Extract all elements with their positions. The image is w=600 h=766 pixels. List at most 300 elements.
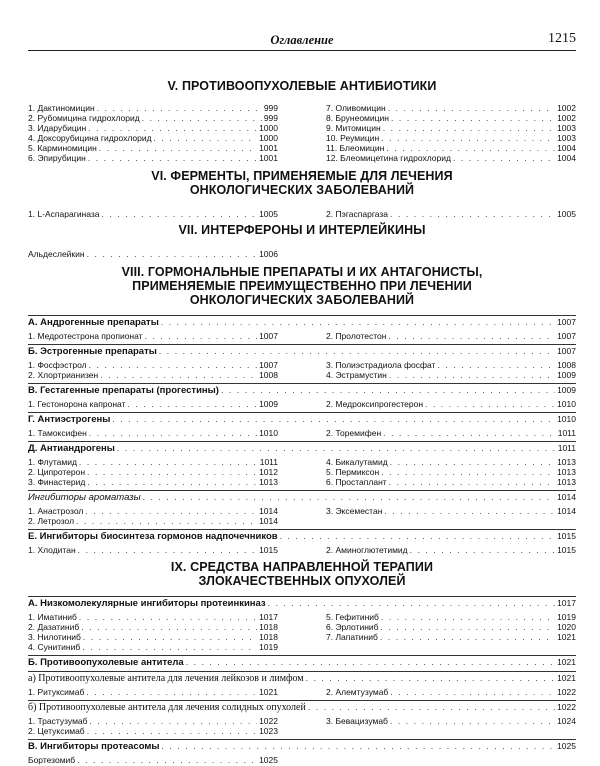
entry-page-number: 1021 [557, 657, 576, 667]
section-viii [28, 265, 576, 556]
entry-page-number: 1013 [259, 477, 278, 487]
right-column [326, 103, 576, 163]
left-column [28, 209, 278, 219]
entry-page-number: 1003 [557, 123, 576, 133]
entry-page-number: 1013 [557, 467, 576, 477]
dot-leader [87, 726, 257, 736]
entry-page-number: 1023 [259, 726, 278, 736]
dot-leader [77, 755, 257, 765]
entry-page-number: 1025 [557, 741, 576, 751]
section-title-line2: ЗЛОКАЧЕСТВЕННЫХ ОПУХОЛЕЙ [198, 574, 406, 588]
entry-label: 1. Хлодитан [28, 545, 76, 555]
toc-entry [28, 209, 278, 219]
entry-label: 2. Хлортрианизен [28, 370, 99, 380]
toc-entry [326, 103, 576, 113]
dot-leader [82, 642, 257, 652]
section-title-line3: ОНКОЛОГИЧЕСКИХ ЗАБОЛЕВАНИЙ [189, 293, 415, 307]
dot-leader [102, 209, 258, 219]
entry-page-number: 1015 [259, 545, 278, 555]
entry-page-number: 1021 [557, 632, 576, 642]
entry-page-number: 1007 [259, 331, 278, 341]
left-column [28, 506, 278, 526]
subsection-kinase-inhibitors [28, 596, 576, 653]
entry-label: 6. Простаплант [326, 477, 387, 487]
entry-label: Б. Эстрогенные препараты [28, 346, 157, 357]
entry-label: 2. Дазатиниб [28, 622, 80, 632]
toc-entry [28, 622, 278, 632]
entry-page-number: 1013 [557, 477, 576, 487]
toc-entry [28, 612, 278, 622]
dot-leader [159, 346, 555, 356]
right-column [326, 506, 576, 526]
toc-entry [28, 249, 278, 259]
dot-leader [127, 399, 257, 409]
subsection-heading [28, 344, 576, 357]
toc-entry [326, 687, 576, 697]
entry-page-number: 1018 [259, 622, 278, 632]
right-column [326, 612, 576, 652]
entry-page-number: 1022 [557, 702, 576, 712]
entry-page-number: 1008 [557, 360, 576, 370]
dot-leader [88, 123, 257, 133]
entry-page-number: 1007 [557, 331, 576, 341]
entry-page-number: 1007 [557, 317, 576, 327]
section-vi [28, 169, 576, 219]
running-title: Оглавление [270, 33, 334, 47]
entry-page-number: 1002 [557, 103, 576, 113]
entry-label: 2. Медроксипрогестерон [326, 399, 424, 409]
dot-leader [87, 477, 257, 487]
toc-entry [326, 123, 576, 133]
subsection-heading [28, 490, 576, 503]
dot-leader [117, 443, 556, 453]
entry-label: 7. Лапатиниб [326, 632, 378, 642]
entry-label: Бортезомиб [28, 755, 76, 765]
dot-leader [410, 545, 555, 555]
entry-page-number: 1007 [557, 346, 576, 356]
dot-leader [381, 467, 555, 477]
entry-page-number: 1010 [259, 428, 278, 438]
subsection-androgens [28, 315, 576, 342]
dot-leader [390, 716, 555, 726]
toc-entry [28, 516, 278, 526]
entry-label: 1. Трастузумаб [28, 716, 88, 726]
entry-page-number: 1011 [259, 457, 278, 467]
entry-label: 4. Доксорубицина гидрохлорид [28, 133, 152, 143]
entry-page-number: 1022 [259, 716, 278, 726]
subsection-heading [28, 596, 576, 609]
entry-label: а) Противоопухолевые антитела для лечения лейкозов и лимфом [28, 673, 304, 684]
section-ix [28, 560, 576, 766]
dot-leader [308, 702, 555, 712]
left-column [28, 687, 278, 697]
section-title: VII. ИНТЕРФЕРОНЫ И ИНТЕРЛЕЙКИНЫ [178, 223, 426, 237]
section-title-line2: ПРИМЕНЯЕМЫЕ ПРЕИМУЩЕСТВЕННО ПРИ ЛЕЧЕНИИ [132, 279, 472, 293]
toc-entry [326, 632, 576, 642]
entry-page-number: 1005 [259, 209, 278, 219]
left-column [28, 399, 278, 409]
entry-label: 6. Эрлотиниб [326, 622, 379, 632]
entry-page-number: 1017 [557, 598, 576, 608]
entry-label: 2. Алемтузумаб [326, 687, 389, 697]
subsection-heading [28, 441, 576, 454]
toc-entry [326, 209, 576, 219]
left-column [28, 612, 278, 652]
dot-leader [100, 370, 257, 380]
dot-leader [381, 622, 556, 632]
entry-label: 2. Торемифен [326, 428, 382, 438]
section-vii [28, 223, 576, 259]
toc-entry [28, 103, 278, 113]
subsection-heading [28, 315, 576, 328]
entry-label: 11. Блеомицин [326, 143, 385, 153]
subsection-heading [28, 412, 576, 425]
entry-label: 3. Эксеместан [326, 506, 383, 516]
entry-page-number: 1021 [557, 673, 576, 683]
toc-entry [28, 399, 278, 409]
entry-page-number: 1011 [557, 428, 576, 438]
entry-label: А. Андрогенные препараты [28, 317, 159, 328]
dot-leader [86, 687, 257, 697]
toc-entry [28, 457, 278, 467]
entry-page-number: 1002 [557, 113, 576, 123]
dot-leader [142, 113, 262, 123]
entry-label: 7. Оливомицин [326, 103, 386, 113]
entry-page-number: 1006 [259, 249, 278, 259]
toc-entry [28, 133, 278, 143]
entry-label: 5. Гефитиниб [326, 612, 379, 622]
dot-leader [87, 467, 257, 477]
entry-page-number: 1019 [557, 612, 576, 622]
entry-page-number: 1007 [259, 360, 278, 370]
toc-entry [28, 370, 278, 380]
entry-label: 1. Медротестрона пропионат [28, 331, 143, 341]
entry-page-number: 1010 [557, 399, 576, 409]
entry-label: 2. Аминоглютетимид [326, 545, 408, 555]
toc-entry [326, 113, 576, 123]
left-column [28, 249, 278, 259]
subsection-aromatase-inhibitors [28, 490, 576, 527]
toc-entry [326, 360, 576, 370]
toc-entry [326, 545, 576, 555]
toc-entry [28, 716, 278, 726]
entry-label: В. Ингибиторы протеасомы [28, 741, 160, 752]
toc-entry [28, 726, 278, 736]
subsection-estrogens [28, 344, 576, 381]
entry-label: 6. Эпирубицин [28, 153, 86, 163]
subsection-antibodies [28, 655, 576, 669]
entry-label: 3. Нилотиниб [28, 632, 81, 642]
page-header [28, 0, 576, 51]
entry-label: б) Противоопухолевые антитела для лечения солидных опухолей [28, 702, 306, 713]
dot-leader [386, 143, 555, 153]
entry-page-number: 1009 [259, 399, 278, 409]
right-column [326, 360, 576, 380]
entry-label: 2. Летрозол [28, 516, 75, 526]
dot-leader [161, 317, 555, 327]
toc-entry [326, 506, 576, 516]
toc-entry [28, 113, 278, 123]
entry-label: Г. Антиэстрогены [28, 414, 111, 425]
subsection-antibodies-leukemia [28, 671, 576, 698]
toc-entry [28, 331, 278, 341]
toc-entry [28, 143, 278, 153]
entry-page-number: 1011 [557, 443, 576, 453]
subsection-heading [28, 739, 576, 752]
left-column [28, 360, 278, 380]
entry-label: 4. Сунитиниб [28, 642, 81, 652]
dot-leader [389, 370, 555, 380]
subsection-heading [28, 655, 576, 668]
entry-page-number: 1003 [557, 133, 576, 143]
entry-label: Альдеслейкин [28, 249, 85, 259]
entry-label: 1. Ритуксимаб [28, 687, 85, 697]
right-column [326, 209, 576, 219]
left-column [28, 331, 278, 341]
dot-leader [83, 632, 257, 642]
dot-leader [85, 506, 257, 516]
toc-entry [28, 632, 278, 642]
dot-leader [154, 133, 258, 143]
dot-leader [388, 331, 555, 341]
toc-entry [326, 370, 576, 380]
entry-label: 2. Цетуксимаб [28, 726, 85, 736]
dot-leader [78, 545, 257, 555]
dot-leader [389, 477, 555, 487]
subsection-heading [28, 383, 576, 396]
entry-label: 3. Бевацизумаб [326, 716, 388, 726]
entry-page-number: 1018 [259, 632, 278, 642]
dot-leader [88, 153, 257, 163]
dot-leader [76, 516, 257, 526]
dot-leader [390, 209, 555, 219]
section-title-line1: VI. ФЕРМЕНТЫ, ПРИМЕНЯЕМЫЕ ДЛЯ ЛЕЧЕНИЯ [151, 169, 453, 183]
section-title: V. ПРОТИВООПУХОЛЕВЫЕ АНТИБИОТИКИ [167, 79, 437, 93]
section-v [28, 79, 576, 163]
dot-leader [391, 113, 555, 123]
subsection-heading [28, 700, 576, 713]
entry-page-number: 1000 [259, 123, 278, 133]
right-column [326, 331, 576, 341]
toc-entry [28, 467, 278, 477]
entry-page-number: 1017 [259, 612, 278, 622]
toc-entry [326, 612, 576, 622]
dot-leader [90, 716, 258, 726]
entry-page-number: 1000 [259, 133, 278, 143]
left-column [28, 755, 278, 765]
toc-entry [28, 687, 278, 697]
right-column [326, 687, 576, 697]
dot-leader [453, 153, 555, 163]
right-column [326, 457, 576, 487]
dot-leader [221, 385, 555, 395]
entry-label: А. Низкомолекулярные ингибиторы протеинкиназ [28, 598, 266, 609]
entry-label: 4. Эстрамустин [326, 370, 387, 380]
dot-leader [89, 428, 257, 438]
dot-leader [381, 612, 555, 622]
entry-label: Д. Антиандрогены [28, 443, 115, 454]
dot-leader [145, 331, 258, 341]
subsection-antiestrogens [28, 412, 576, 439]
entry-label: 8. Брунеомицин [326, 113, 389, 123]
toc-entry [326, 467, 576, 477]
entry-page-number: 1001 [259, 143, 278, 153]
right-column [326, 399, 576, 409]
toc-entry [28, 642, 278, 652]
entry-page-number: 1010 [557, 414, 576, 424]
entry-label: 4. Бикалутамид [326, 457, 388, 467]
dot-leader [280, 531, 555, 541]
toc-entry [28, 360, 278, 370]
dot-leader [112, 414, 555, 424]
toc-page [28, 0, 576, 766]
entry-label: 1. Фосфэстрол [28, 360, 87, 370]
entry-page-number: 1025 [259, 755, 278, 765]
dot-leader [384, 506, 555, 516]
subsection-heading [28, 529, 576, 542]
entry-page-number: 1014 [259, 516, 278, 526]
dot-leader [87, 249, 257, 259]
dot-leader [437, 360, 555, 370]
entry-page-number: 1012 [259, 467, 278, 477]
toc-entry [326, 143, 576, 153]
entry-page-number: 1014 [557, 492, 576, 502]
entry-label: 3. Полиэстрадиола фосфат [326, 360, 436, 370]
dot-leader [79, 612, 257, 622]
entry-page-number: 1004 [557, 153, 576, 163]
toc-entry [326, 622, 576, 632]
entry-label: 9. Митомицин [326, 123, 381, 133]
toc-entry [326, 716, 576, 726]
entry-label: 1. L-Аспарагиназа [28, 209, 100, 219]
page-number: 1215 [548, 31, 576, 46]
entry-page-number: 1015 [557, 531, 576, 541]
toc-entry [326, 477, 576, 487]
right-column [326, 755, 576, 765]
left-column [28, 103, 278, 163]
toc-entry [326, 428, 576, 438]
left-column [28, 716, 278, 736]
dot-leader [99, 143, 257, 153]
entry-page-number: 1015 [557, 545, 576, 555]
entry-label: 1. Анастрозол [28, 506, 84, 516]
toc-entry [28, 123, 278, 133]
entry-page-number: 999 [263, 113, 278, 123]
entry-label: 1. Тамоксифен [28, 428, 87, 438]
entry-label: Б. Противоопухолевые антитела [28, 657, 184, 668]
toc-entry [326, 457, 576, 467]
toc-entry [28, 755, 278, 765]
section-title-line2: ОНКОЛОГИЧЕСКИХ ЗАБОЛЕВАНИЙ [189, 183, 415, 197]
subsection-gestagens [28, 383, 576, 410]
dot-leader [79, 457, 258, 467]
left-column [28, 457, 278, 487]
dot-leader [81, 622, 257, 632]
entry-label: 3. Финастерид [28, 477, 86, 487]
entry-page-number: 1014 [557, 506, 576, 516]
subsection-antiandrogens [28, 441, 576, 488]
right-column [326, 716, 576, 736]
entry-label: 10. Реумицин [326, 133, 380, 143]
toc-entry [326, 331, 576, 341]
entry-page-number: 1020 [557, 622, 576, 632]
entry-label: Е. Ингибиторы биосинтеза гормонов надпочечников [28, 531, 278, 542]
entry-page-number: 1009 [557, 370, 576, 380]
right-column [326, 428, 576, 438]
entry-page-number: 1013 [557, 457, 576, 467]
left-column [28, 428, 278, 438]
entry-label: 2. Пролотестон [326, 331, 387, 341]
entry-page-number: 1005 [557, 209, 576, 219]
dot-leader [383, 428, 556, 438]
dot-leader [268, 598, 555, 608]
toc-entry [28, 153, 278, 163]
entry-label: 1. Флутамид [28, 457, 77, 467]
entry-label: 2. Пэгаспаргаза [326, 209, 389, 219]
entry-label: Ингибиторы ароматазы [28, 492, 141, 503]
entry-page-number: 999 [263, 103, 278, 113]
section-title-line1: IX. СРЕДСТВА НАПРАВЛЕННОЙ ТЕРАПИИ [170, 560, 434, 574]
toc-entry [28, 477, 278, 487]
dot-leader [383, 123, 555, 133]
dot-leader [390, 457, 555, 467]
entry-label: 1. Гестонорона капронат [28, 399, 126, 409]
dot-leader [425, 399, 555, 409]
dot-leader [186, 657, 555, 667]
entry-page-number: 1008 [259, 370, 278, 380]
entry-label: 12. Блеомицетина гидрохлорид [326, 153, 451, 163]
entry-label: 2. Ципротерон [28, 467, 86, 477]
toc-entry [28, 506, 278, 516]
dot-leader [388, 103, 555, 113]
entry-label: 3. Идарубицин [28, 123, 87, 133]
entry-label: 2. Рубомицина гидрохлорид [28, 113, 140, 123]
dot-leader [381, 133, 555, 143]
left-column [28, 545, 278, 555]
entry-page-number: 1021 [259, 687, 278, 697]
dot-leader [97, 103, 262, 113]
toc-entry [28, 428, 278, 438]
section-title-line1: VIII. ГОРМОНАЛЬНЫЕ ПРЕПАРАТЫ И ИХ АНТАГОНИСТЫ, [121, 265, 483, 279]
entry-page-number: 1022 [557, 687, 576, 697]
entry-page-number: 1019 [259, 642, 278, 652]
right-column [326, 545, 576, 555]
subsection-adrenal-inhibitors [28, 529, 576, 556]
entry-page-number: 1004 [557, 143, 576, 153]
dot-leader [143, 492, 556, 502]
entry-page-number: 1014 [259, 506, 278, 516]
entry-label: В. Гестагенные препараты (прогестины) [28, 385, 219, 396]
subsection-proteasome-inhibitors [28, 739, 576, 766]
toc-entry [326, 133, 576, 143]
entry-page-number: 1001 [259, 153, 278, 163]
entry-label: 1. Иматиниб [28, 612, 77, 622]
entry-label: 5. Карминомицин [28, 143, 97, 153]
dot-leader [306, 673, 555, 683]
dot-leader [390, 687, 555, 697]
subsection-antibodies-solid [28, 700, 576, 737]
toc-entry [326, 399, 576, 409]
entry-label: 1. Дактиномицин [28, 103, 95, 113]
entry-page-number: 1009 [557, 385, 576, 395]
toc-entry [326, 153, 576, 163]
entry-label: 5. Пермиксон [326, 467, 380, 477]
toc-entry [28, 545, 278, 555]
dot-leader [89, 360, 257, 370]
subsection-heading [28, 671, 576, 684]
dot-leader [380, 632, 555, 642]
entry-page-number: 1024 [557, 716, 576, 726]
